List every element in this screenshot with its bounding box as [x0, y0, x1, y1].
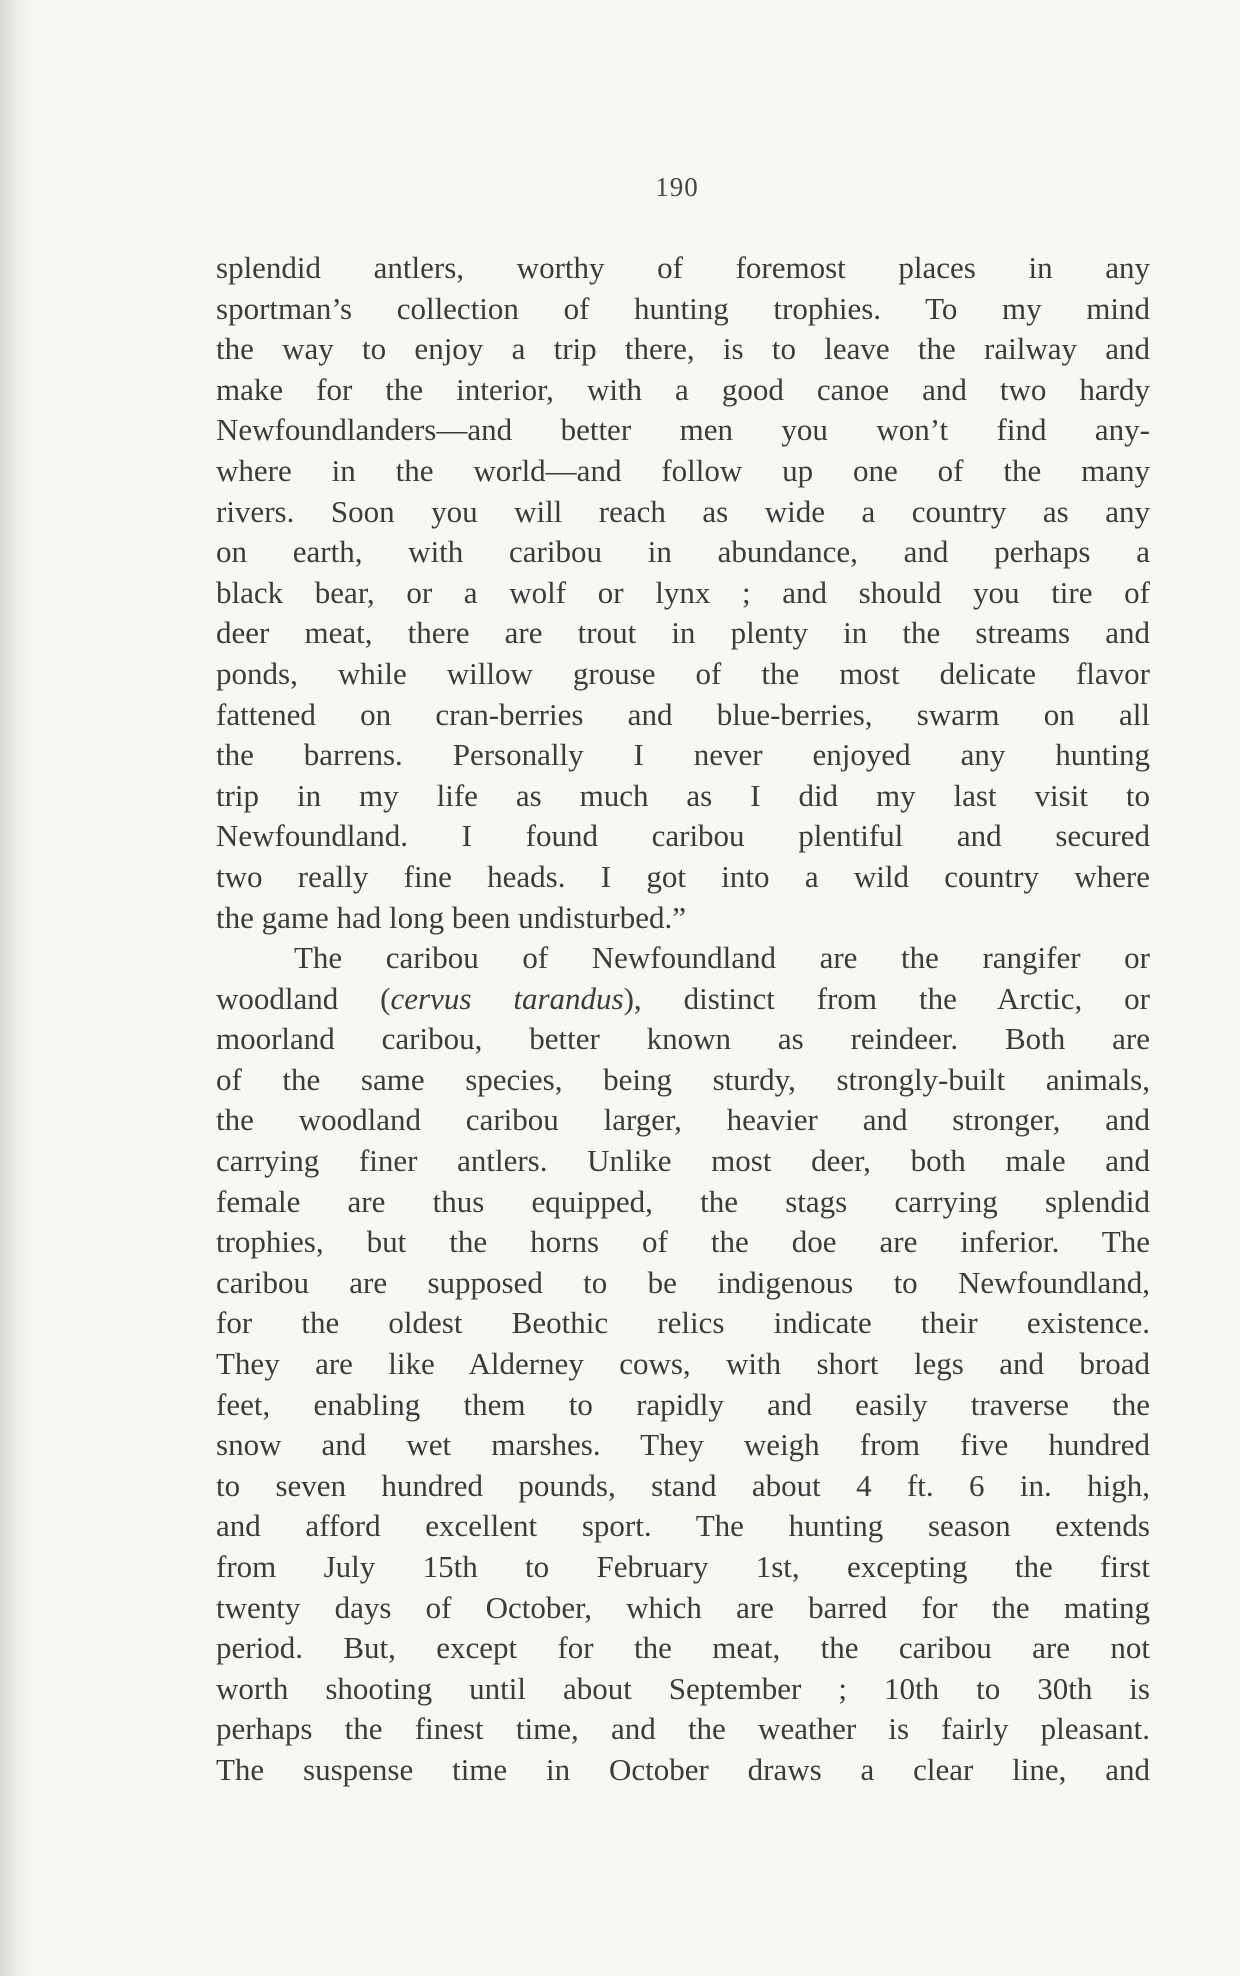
- text-line: on earth, with caribou in abundance, and perhaps a: [216, 534, 1150, 570]
- text-line: where in the world—and follow up one of the many: [216, 452, 1150, 488]
- text-line: the way to enjoy a trip there, is to leave the railway and: [216, 331, 1150, 367]
- text-line: black bear, or a wolf or lynx ; and should you tire of: [216, 574, 1150, 610]
- text-line: ponds, while willow grouse of the most delicate flavor: [216, 655, 1150, 691]
- text-line: two really fine heads. I got into a wild country where: [216, 858, 1150, 894]
- text-segment: woodland (: [216, 980, 391, 1016]
- text-line: and afford excellent sport. The hunting season extends: [216, 1508, 1150, 1544]
- text-line: snow and wet marshes. They weigh from five hundred: [216, 1427, 1150, 1463]
- text-line: splendid antlers, worthy of foremost places in any: [216, 250, 1150, 285]
- text-line: of the same species, being sturdy, strongly-built animals,: [216, 1061, 1150, 1097]
- paragraph-end-line: the game had long been undisturbed.”: [216, 899, 687, 935]
- text-line: feet, enabling them to rapidly and easily traverse the: [216, 1386, 1150, 1422]
- text-line: the barrens. Personally I never enjoyed any hunting: [216, 737, 1150, 773]
- text-line: deer meat, there are trout in plenty in the streams and: [216, 615, 1150, 651]
- body-text: [216, 248, 1150, 1791]
- text-line: carrying finer antlers. Unlike most deer, both male and: [216, 1143, 1150, 1179]
- page-gutter-shadow: [0, 0, 34, 1976]
- text-line: for the oldest Beothic relics indicate their existence.: [216, 1305, 1150, 1341]
- text-line: rivers. Soon you will reach as wide a country as any: [216, 493, 1150, 529]
- text-line: fattened on cran-berries and blue-berries, swarm on all: [216, 696, 1150, 732]
- text-line: the woodland caribou larger, heavier and stronger, and: [216, 1102, 1150, 1138]
- text-line: trophies, but the horns of the doe are inferior. The: [216, 1224, 1150, 1260]
- text-line: to seven hundred pounds, stand about 4 ft. 6 in. high,: [216, 1467, 1150, 1503]
- text-line: sportman’s collection of hunting trophies. To my mind: [216, 290, 1150, 326]
- text-line: They are like Alderney cows, with short legs and broad: [216, 1346, 1150, 1382]
- text-line-with-italic: [216, 979, 1150, 1020]
- page-number: 190: [655, 172, 699, 202]
- text-line: worth shooting until about September ; 10th to 30th is: [216, 1670, 1150, 1706]
- text-line: period. But, except for the meat, the caribou are not: [216, 1630, 1150, 1666]
- text-line: The suspense time in October draws a clear line, and: [216, 1751, 1150, 1787]
- paragraph-start-line: The caribou of Newfoundland are the rangifer or: [294, 940, 1150, 976]
- text-line: female are thus equipped, the stags carrying splendid: [216, 1183, 1150, 1219]
- text-line: Newfoundlanders—and better men you won’t find any-: [216, 412, 1150, 448]
- text-line: from July 15th to February 1st, excepting the first: [216, 1549, 1150, 1584]
- text-line: make for the interior, with a good canoe and two hardy: [216, 371, 1150, 407]
- text-line: moorland caribou, better known as reindeer. Both are: [216, 1021, 1150, 1057]
- text-line: perhaps the finest time, and the weather is fairly pleasant.: [216, 1711, 1150, 1747]
- text-line: Newfoundland. I found caribou plentiful and secured: [216, 818, 1150, 854]
- text-line: trip in my life as much as I did my last visit to: [216, 777, 1150, 813]
- text-line: twenty days of October, which are barred for the mating: [216, 1589, 1150, 1625]
- text-segment: ), distinct from the Arctic, or: [623, 980, 1150, 1016]
- latin-species-name: cervus tarandus: [390, 980, 624, 1016]
- text-line: caribou are supposed to be indigenous to Newfoundland,: [216, 1264, 1150, 1300]
